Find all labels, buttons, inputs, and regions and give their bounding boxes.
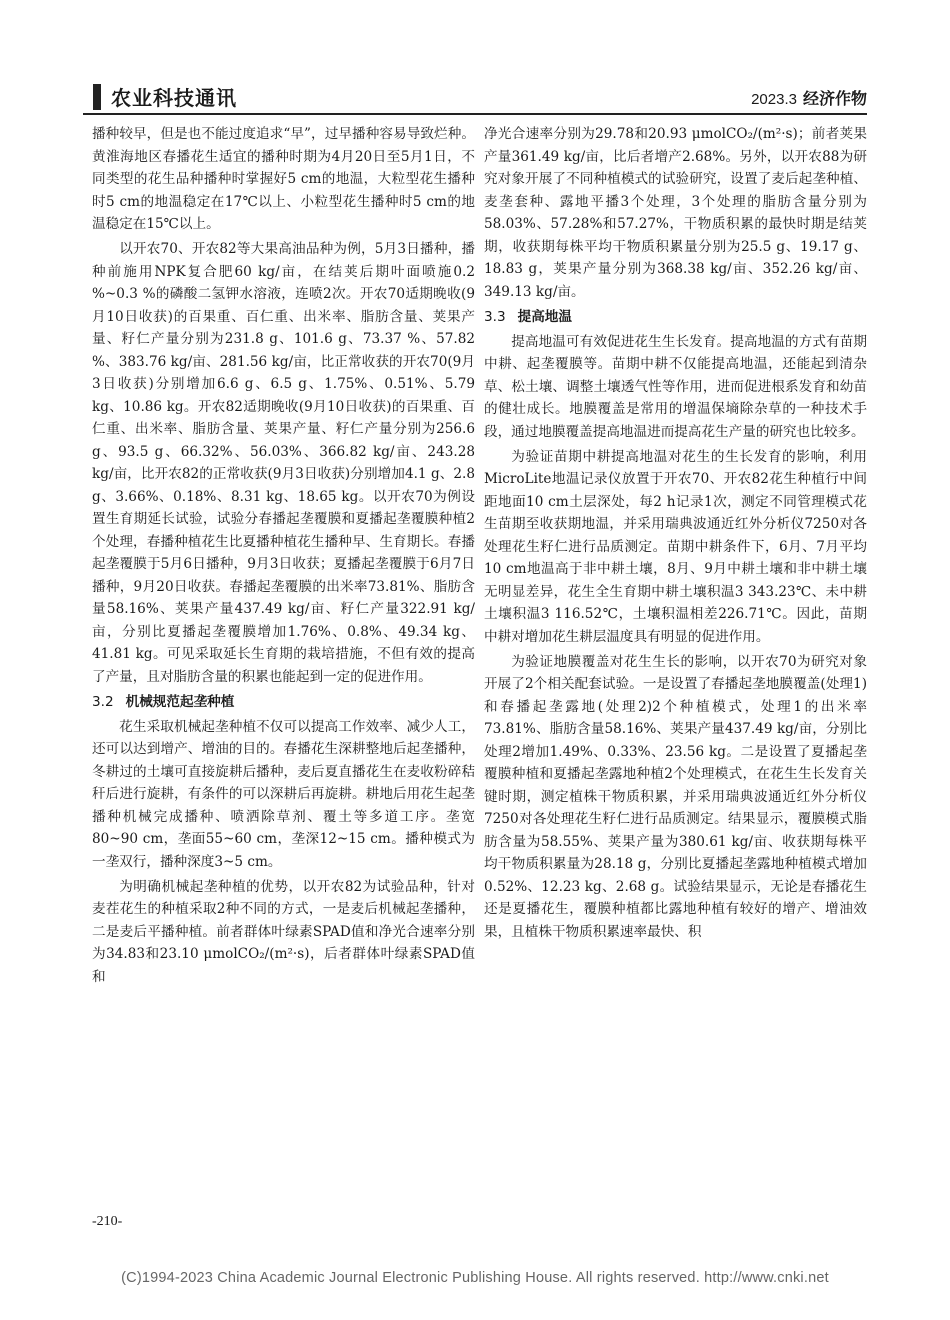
section-title: 机械规范起垄种植: [125, 693, 235, 710]
header-rule: [83, 113, 867, 115]
section-title: 提高地温: [517, 308, 572, 325]
section-heading: [484, 306, 867, 329]
header-bar-mark: [93, 84, 101, 110]
paragraph: 为验证苗期中耕提高地温对花生的生长发育的影响，利用MicroLite地温记录仪放置于开农70、开农82花生种植行中间距地面10 cm土层深处，每2 h记录1次，测定不同管理模式花生苗期至收获期地温，并采用瑞典波通近红外分析仪7250对各处理花生籽仁进行品质测定。苗期中耕条件下，6月、7月平均10 cm地温高于非中耕土壤，8月、9月中耕土壤和非中耕土壤无明显差异，花生全生育期中耕土壤积温3 343.23℃、未中耕土壤积温3 116.52℃，土壤积温相差226.71℃。因此，苗期中耕对增加花生耕层温度具有明显的促进作用。: [484, 448, 867, 645]
copyright-footer: (C)1994-2023 China Academic Journal Electronic Publishing House. All rights reserved. http://www.cnki.net: [121, 1270, 829, 1286]
paragraph: 以开农70、开农82等大果高油品种为例，5月3日播种，播种前施用NPK复合肥60 kg/亩，在结荚后期叶面喷施0.2 %~0.3 %的磷酸二氢钾水溶液，连喷2次。开农70适期晚收(9月10日收获)的百果重、百仁重、出米率、脂肪含量、荚果产量、籽仁产量分别为231.8 g、101.6 g、73.37 %、57.82 %、383.76 kg/亩、281.56 kg/亩，比正常收获的开农70(9月3日收获)分别增加6.6 g、6.5 g、1.75%、0.51%、5.79 kg、10.86 kg。开农82适期晚收(9月10日收获)的百果重、百仁重、出米率、脂肪含量、荚果产量、籽仁产量分别为256.6 g、93.5 g、66.32%、56.03%、366.82 kg/亩、243.28 kg/亩，比开农82的正常收获(9月3日收获)分别增加4.1 g、2.8 g、3.66%、0.18%、8.31 kg、18.65 kg。以开农70为例设置生育期延长试验，试验分春播起垄覆膜和夏播起垄覆膜种植2个处理，春播种植花生比夏播种植花生播种早、生育期长。春播起垄覆膜于5月6日播种，9月3日收获；夏播起垄覆膜于6月7日播种，9月20日收获。春播起垄覆膜的出米率73.81%、脂肪含量58.16%、荚果产量437.49 kg/亩、籽仁产量322.91 kg/亩，分别比夏播起垄覆膜增加1.76%、0.8%、49.34 kg、41.81 kg。可见采取延长生育期的栽培措施，不但有效的提高了产量，且对脂肪含量的积累也能起到一定的促进作用。: [92, 241, 475, 685]
journal-logo: 农业科技通讯: [111, 86, 237, 110]
paragraph: 为明确机械起垄种植的优势，以开农82为试验品种，针对麦茬花生的种植采取2种不同的方式，一是麦后机械起垄播种，二是麦后平播种植。前者群体叶绿素SPAD值和净光合速率分别为34.83和23.10 μmolCO₂/(m²·s)，后者群体叶绿素SPAD值和: [92, 878, 475, 985]
page-number: -210-: [92, 1214, 123, 1229]
right-column: [484, 123, 867, 946]
paragraph: 播种较早，但是也不能过度追求“早”，过早播种容易导致烂种。黄淮海地区春播花生适宜的播种时期为4月20日至5月1日，不同类型的花生品种播种时掌握好5 cm的地温，大粒型花生播种时5 cm的地温稳定在17℃以上、小粒型花生播种时5 cm的地温稳定在15℃以上。: [92, 126, 475, 232]
section-name: 经济作物: [802, 91, 867, 108]
paragraph: 为验证地膜覆盖对花生生长的影响，以开农70为研究对象开展了2个相关配套试验。一是设置了春播起垄地膜覆盖(处理1)和春播起垄露地(处理2)2个种植模式，处理1的出米率73.81%、脂肪含量58.16%、荚果产量437.49 kg/亩，分别比处理2增加1.49%、0.33%、23.56 kg。二是设置了夏播起垄覆膜种植和夏播起垄露地种植2个处理模式，在花生生长发育关键时期，测定植株干物质积累，并采用瑞典波通近红外分析仪7250对各处理花生籽仁进行品质测定。结果显示，覆膜模式脂肪含量为58.55%、荚果产量为380.61 kg/亩、收获期每株平均干物质积累量为28.18 g，分别比夏播起垄露地种植模式增加0.52%、12.23 kg、2.68 g。试验结果显示，无论是春播花生还是夏播花生，覆膜种植都比露地种植有较好的增产、增油效果，且植株干物质积累速率最快、积: [484, 653, 867, 940]
section-heading: [92, 691, 475, 714]
section-number: 3.3: [484, 308, 506, 325]
paragraph: 花生采取机械起垄种植不仅可以提高工作效率、减少人工，还可以达到增产、增油的目的。春播花生深耕整地后起垄播种，冬耕过的土壤可直接旋耕后播种，麦后夏直播花生在麦收粉碎秸秆后进行旋耕，有条件的可以深耕后再旋耕。耕地后用花生起垄播种机械完成播种、喷洒除草剂、覆土等多道工序。垄宽80~90 cm，垄面55~60 cm，垄深12~15 cm。播种模式为一垄双行，播种深度3~5 cm。: [92, 718, 475, 870]
issue-label: [751, 86, 867, 109]
section-number: 3.2: [92, 693, 114, 710]
paragraph: 净光合速率分别为29.78和20.93 μmolCO₂/(m²·s)；前者荚果产量361.49 kg/亩，比后者增产2.68%。另外，以开农88为研究对象开展了不同种植模式的试验研究，设置了麦后起垄种植、麦垄套种、露地平播3个处理，3个处理的脂肪含量分别为58.03%、57.28%和57.27%，干物质积累的最快时期是结荚期，收获期每株平均干物质积累量分别为25.5 g、19.17 g、18.83 g，荚果产量分别为368.38 kg/亩、352.26 kg/亩、349.13 kg/亩。: [484, 126, 867, 300]
paragraph: 提高地温可有效促进花生生长发育。提高地温的方式有苗期中耕、起垄覆膜等。苗期中耕不仅能提高地温，还能起到清杂草、松土壤、调整土壤透气性等作用，进而促进根系发育和幼苗的健壮成长。地膜覆盖是常用的增温保墒除杂草的一种技术手段，通过地膜覆盖提高地温进而提高花生产量的研究也比较多。: [484, 333, 867, 440]
left-column: [92, 123, 475, 991]
issue-number: 2023.3: [751, 91, 797, 108]
page-header: [83, 74, 867, 114]
